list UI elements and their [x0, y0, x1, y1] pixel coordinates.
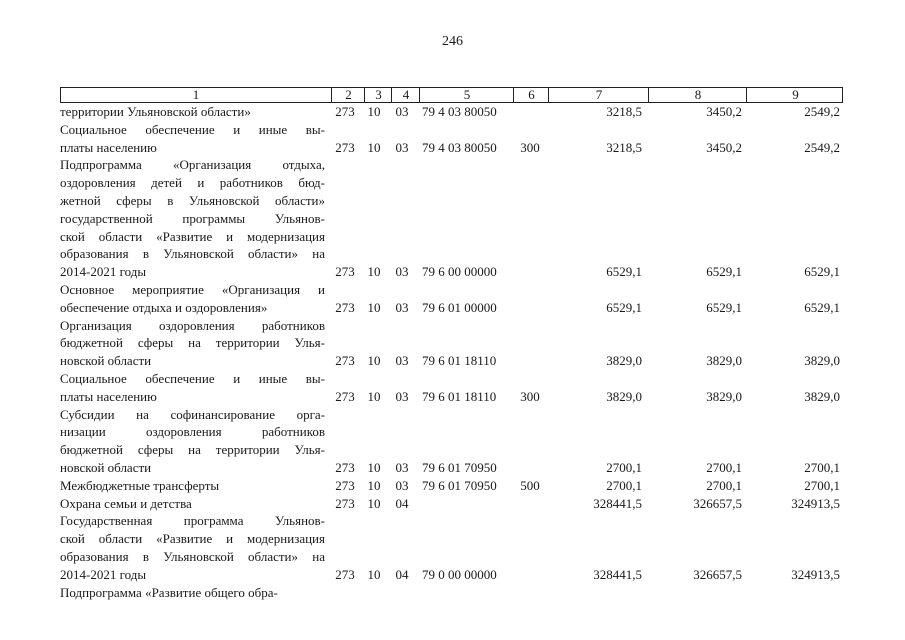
- row-name: [60, 406, 325, 477]
- cell-c8: 2700,1: [706, 459, 742, 475]
- cell-c8: 3829,0: [706, 388, 742, 404]
- row-name-line: бюджетной сферы на территории Улья-: [60, 335, 325, 351]
- cell-c4: 03: [395, 459, 409, 475]
- table-row: [60, 317, 843, 370]
- cell-c7: 328441,5: [593, 495, 642, 511]
- row-name-line: Подпрограмма «Развитие общего обра-: [60, 584, 278, 600]
- cell-c9: 2700,1: [804, 477, 840, 493]
- header-col-6: 6: [513, 88, 549, 102]
- cell-c3: 10: [367, 388, 381, 404]
- cell-c2: 273: [335, 459, 355, 475]
- cell-c3: 10: [367, 264, 381, 280]
- cell-c4: 03: [395, 104, 409, 119]
- row-name: [60, 281, 325, 317]
- cell-c3: 10: [367, 566, 381, 582]
- row-name-line: Организация оздоровления работников: [60, 317, 325, 333]
- row-name: [60, 477, 325, 495]
- cell-c6: 300: [520, 388, 540, 404]
- cell-c8: 3829,0: [706, 353, 742, 369]
- table-row: [60, 477, 843, 495]
- cell-c2: 273: [335, 477, 355, 493]
- row-name-line: 2014-2021 годы: [60, 566, 147, 582]
- row-name-line: оздоровления детей и работников бюд-: [60, 175, 325, 191]
- row-name: [60, 495, 325, 513]
- header-col-4: 4: [391, 88, 420, 102]
- header-col-8: 8: [648, 88, 747, 102]
- table-row: [60, 121, 843, 157]
- cell-c5: 79 4 03 80050: [422, 104, 497, 119]
- cell-c8: 6529,1: [706, 264, 742, 280]
- header-col-9: 9: [746, 88, 844, 102]
- row-name-line: Основное мероприятие «Организация и: [60, 281, 325, 297]
- cell-c6: 500: [520, 477, 540, 493]
- cell-c5: 79 6 01 18110: [422, 388, 497, 404]
- cell-c2: 273: [335, 353, 355, 369]
- cell-c3: 10: [367, 353, 381, 369]
- cell-c2: 273: [335, 104, 355, 119]
- cell-c9: 2549,2: [804, 139, 840, 155]
- row-name-line: Подпрограмма «Организация отдыха,: [60, 157, 325, 173]
- budget-table: [60, 87, 843, 601]
- cell-c4: 03: [395, 353, 409, 369]
- cell-c4: 03: [395, 264, 409, 280]
- table-body: [60, 103, 843, 601]
- cell-c2: 273: [335, 139, 355, 155]
- row-name-line: образования в Ульяновской области» на: [60, 246, 325, 262]
- cell-c4: 03: [395, 139, 409, 155]
- cell-c8: 326657,5: [693, 566, 742, 582]
- cell-c5: 79 6 01 00000: [422, 299, 497, 315]
- header-col-2: 2: [331, 88, 365, 102]
- cell-c4: 03: [395, 477, 409, 493]
- cell-c7: 3218,5: [606, 104, 642, 119]
- cell-c6: 300: [520, 139, 540, 155]
- cell-c4: 03: [395, 388, 409, 404]
- row-name-line: государственной программы Ульянов-: [60, 210, 325, 226]
- cell-c3: 10: [367, 139, 381, 155]
- row-name-line: Государственная программа Ульянов-: [60, 513, 325, 529]
- cell-c5: 79 6 01 18110: [422, 353, 497, 369]
- cell-c5: 79 4 03 80050: [422, 139, 497, 155]
- cell-c2: 273: [335, 388, 355, 404]
- cell-c9: 2549,2: [804, 104, 840, 119]
- cell-c9: 324913,5: [791, 495, 840, 511]
- cell-c5: 79 6 01 70950: [422, 477, 497, 493]
- row-name-line: платы населению: [60, 139, 157, 155]
- row-name: [60, 121, 325, 157]
- cell-c9: 324913,5: [791, 566, 840, 582]
- cell-c2: 273: [335, 566, 355, 582]
- table-row: [60, 370, 843, 406]
- cell-c5: 79 0 00 00000: [422, 566, 497, 582]
- row-name-line: образования в Ульяновской области» на: [60, 548, 325, 564]
- header-col-3: 3: [364, 88, 392, 102]
- table-row: [60, 495, 843, 513]
- cell-c5: 79 6 00 00000: [422, 264, 497, 280]
- row-name-line: низации оздоровления работников: [60, 424, 325, 440]
- cell-c3: 10: [367, 459, 381, 475]
- row-name: [60, 156, 325, 281]
- cell-c2: 273: [335, 264, 355, 280]
- cell-c5: 79 6 01 70950: [422, 459, 497, 475]
- cell-c7: 6529,1: [606, 264, 642, 280]
- cell-c7: 2700,1: [606, 459, 642, 475]
- header-col-7: 7: [548, 88, 649, 102]
- table-row: [60, 406, 843, 477]
- cell-c2: 273: [335, 299, 355, 315]
- table-row: [60, 512, 843, 583]
- header-col-5: 5: [419, 88, 514, 102]
- row-name-line: территории Ульяновской области»: [60, 104, 251, 119]
- row-name-line: Субсидии на софинансирование орга-: [60, 406, 325, 422]
- cell-c7: 3829,0: [606, 388, 642, 404]
- cell-c9: 3829,0: [804, 388, 840, 404]
- row-name-line: ской области «Развитие и модернизация: [60, 531, 325, 547]
- row-name: [60, 512, 325, 583]
- row-name-line: ской области «Развитие и модернизация: [60, 228, 325, 244]
- cell-c7: 2700,1: [606, 477, 642, 493]
- row-name: [60, 103, 325, 121]
- row-name-line: Охрана семьи и детства: [60, 495, 192, 511]
- row-name: [60, 370, 325, 406]
- row-name-line: Социальное обеспечение и иные вы-: [60, 370, 325, 386]
- cell-c3: 10: [367, 104, 381, 119]
- cell-c7: 328441,5: [593, 566, 642, 582]
- cell-c4: 03: [395, 299, 409, 315]
- row-name-line: Социальное обеспечение и иные вы-: [60, 121, 325, 137]
- cell-c8: 3450,2: [706, 139, 742, 155]
- cell-c8: 6529,1: [706, 299, 742, 315]
- table-row: [60, 584, 843, 602]
- cell-c3: 10: [367, 299, 381, 315]
- header-col-1: 1: [192, 87, 200, 102]
- cell-c9: 6529,1: [804, 299, 840, 315]
- row-name-line: обеспечение отдыха и оздоровления»: [60, 299, 268, 315]
- row-name: [60, 584, 325, 602]
- cell-c3: 10: [367, 477, 381, 493]
- cell-c4: 04: [395, 495, 409, 511]
- cell-c4: 04: [395, 566, 409, 582]
- cell-c8: 3450,2: [706, 104, 742, 119]
- row-name-line: новской области: [60, 353, 152, 369]
- cell-c7: 3829,0: [606, 353, 642, 369]
- cell-c3: 10: [367, 495, 381, 511]
- row-name-line: 2014-2021 годы: [60, 264, 147, 280]
- cell-c7: 6529,1: [606, 299, 642, 315]
- row-name-line: бюджетной сферы на территории Улья-: [60, 442, 325, 458]
- table-row: [60, 281, 843, 317]
- row-name-line: новской области: [60, 459, 152, 475]
- cell-c9: 6529,1: [804, 264, 840, 280]
- cell-c8: 2700,1: [706, 477, 742, 493]
- table-row: [60, 103, 843, 121]
- row-name-line: платы населению: [60, 388, 157, 404]
- cell-c8: 326657,5: [693, 495, 742, 511]
- cell-c9: 2700,1: [804, 459, 840, 475]
- table-header-row: [60, 87, 843, 103]
- page-number: 246: [442, 34, 463, 49]
- cell-c9: 3829,0: [804, 353, 840, 369]
- row-name-line: Межбюджетные трансферты: [60, 477, 220, 493]
- table-row: [60, 156, 843, 281]
- cell-c2: 273: [335, 495, 355, 511]
- cell-c7: 3218,5: [606, 139, 642, 155]
- row-name: [60, 317, 325, 370]
- row-name-line: жетной сферы в Ульяновской области»: [60, 192, 325, 208]
